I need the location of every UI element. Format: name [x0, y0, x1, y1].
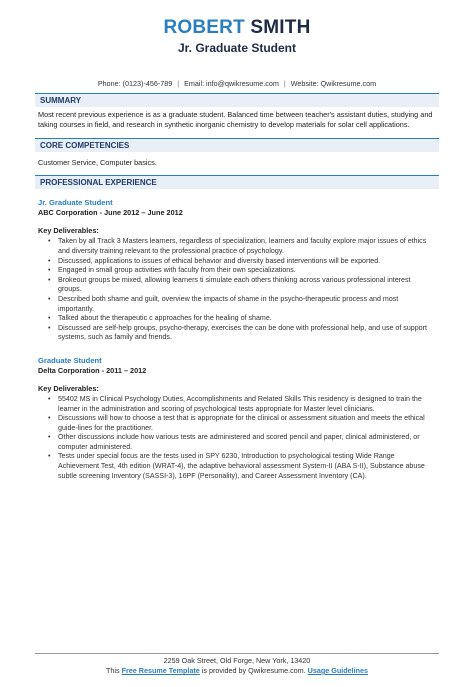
list-item: • Engaged in small group activities with faculty from their own specializations. — [48, 266, 434, 276]
free-resume-template-link[interactable]: Free Resume Template — [121, 666, 200, 675]
list-item: • Taken by all Track 3 Masters learners, regardless of specialization, learners and faculty explore major issues of ethics and diversity training relevant to the professional practice of psychology. — [48, 237, 434, 256]
candidate-name — [0, 17, 474, 39]
list-item: • Other discussions include how various tests are administered and scored pencil and paper, clinical administered, or computer administered. — [48, 433, 434, 452]
job-company-dates: ABC Corporation - June 2012 – June 2012 — [38, 208, 183, 218]
list-item: • Talked about the therapeutic c approaches for the healing of shame. — [48, 314, 434, 324]
summary-text: Most recent previous experience is as a graduate student. Balanced time between teacher's assistant duties, studying and taking courses in field, and research in synthetic inorganic chemistry to develop materials for solar cell applications. — [38, 110, 433, 129]
list-item: • Tests under special focus are the tests used in SPY 6230, Introduction to psychological testing Wide Range Achievement Test, 4th edition (WRAT-4), the adaptive behavioral assessment System-II (ABA S-II), Substance abuse subtle screening Inventory (SASSI-3), 16PF (Personality), and Career Assessment Inventory (CA). — [48, 452, 434, 481]
footer-dot: . — [303, 666, 306, 675]
candidate-title: Jr. Graduate Student — [177, 41, 297, 55]
separator: | — [177, 79, 180, 88]
job-title: Jr. Graduate Student — [38, 198, 113, 208]
list-item: • Brokeout groups be mixed, allowing learners ti simulate each others thinking across various professional interest groups. — [48, 276, 434, 295]
deliverables-label: Key Deliverables: — [38, 383, 99, 393]
website[interactable]: Website: Qwikresume.com — [290, 79, 377, 88]
footer-address: 2259 Oak Street, Old Forge, New York, 13420 — [35, 653, 439, 666]
footer-credit — [0, 666, 474, 676]
footer-site: Qwikresume.com — [248, 666, 304, 675]
footer-middle: is provided by — [201, 666, 247, 675]
list-item: • Discussed, applications to issues of ethical behavior and diversity based interventions will be exported. — [48, 257, 434, 267]
list-item: • Discussed are self-help groups, psycho-therapy, exercises the can be done with professional help, and use of support systems, such as family and friends. — [48, 324, 434, 343]
first-name: ROBERT — [163, 17, 245, 38]
competencies-heading: CORE COMPETENCIES — [35, 138, 439, 152]
resume-page — [0, 17, 474, 687]
phone: Phone: (0123)-456-789 — [97, 79, 173, 88]
footer-prefix: This — [106, 666, 120, 675]
contact-line — [0, 79, 474, 89]
last-name: SMITH — [250, 17, 311, 38]
deliverables-label: Key Deliverables: — [38, 226, 99, 236]
separator: | — [283, 79, 286, 88]
deliverables-list — [38, 395, 434, 481]
email[interactable]: Email: info@qwikresume.com — [184, 79, 279, 88]
job-title: Graduate Student — [38, 355, 102, 365]
competencies-text: Customer Service, Computer basics. — [38, 157, 157, 167]
summary-heading: SUMMARY — [35, 93, 439, 107]
usage-guidelines-link[interactable]: Usage Guidelines — [307, 666, 368, 675]
experience-heading: PROFESSIONAL EXPERIENCE — [35, 175, 439, 189]
list-item: • 55402 MS in Clinical Psychology Duties, Accomplishments and Related Skills This residency is designed to train the learner in the administration and scoring of psychological tests appropriate for Master level clinicians. — [48, 395, 434, 414]
page-footer — [0, 653, 474, 676]
list-item: • Discussions will how to choose a test that is appropriate for the clinical or assessment situation and meets the ethical guide-lines for the practitioner. — [48, 414, 434, 433]
list-item: • Described both shame and guilt, overview the impacts of shame in the psycho-therapeutic process and most importantly. — [48, 295, 434, 314]
job-company-dates: Delta Corporation - 2011 – 2012 — [38, 365, 147, 375]
deliverables-list — [38, 237, 434, 343]
